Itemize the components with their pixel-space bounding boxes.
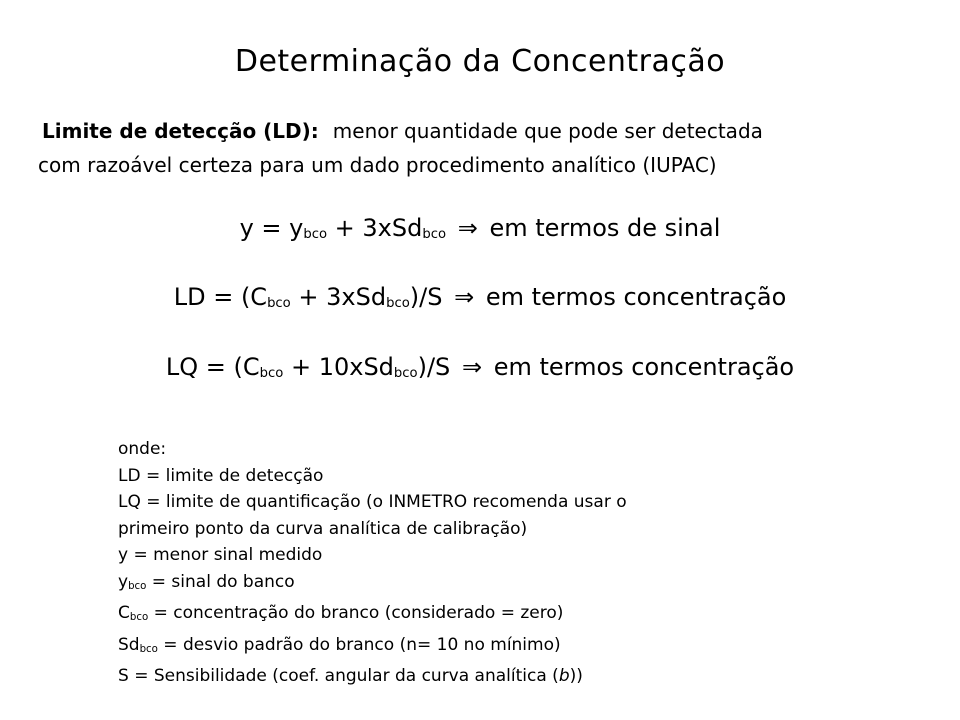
ybco-symbol: y [118,571,129,592]
sdbco-sub: bco [139,643,158,655]
eq3-desc: em termos concentração [493,353,795,381]
eq2-sub1: bco [267,295,291,311]
definition-line-1 [38,114,938,148]
definition-term: Limite de detecção (LD): [42,119,319,143]
eq2-desc: em termos concentração [485,283,787,311]
legend-ld: LD = limite de detecção [118,465,324,486]
eq2-close: )/S [409,283,443,311]
legend-lq-line-2: primeiro ponto da curva analítica de calibração) [118,518,528,539]
eq1-desc: em termos de sinal [489,214,721,242]
eq3-lhs: LQ = (C [165,353,260,381]
eq2-mid: + 3xSd [290,283,387,311]
equation-ld [0,283,960,311]
slide-title: Determinação da Concentração [234,44,726,79]
eq1-sub2: bco [422,226,447,242]
implies-arrow-icon: ⇒ [457,214,478,242]
implies-arrow-icon: ⇒ [454,283,475,311]
equation-lq [0,353,960,381]
legend-y: y = menor sinal medido [118,545,323,565]
legend-lq-line-1: LQ = limite de quantificação (o INMETRO recomenda usar o [118,492,627,512]
eq2-lhs: LD = (C [173,283,268,311]
cbco-text: = concentração do branco (considerado = zero) [148,603,564,624]
legend-block [118,436,838,690]
legend-sdbco [118,632,838,664]
eq1-mid: + 3xSd [327,214,423,242]
cbco-symbol: C [118,603,130,624]
eq3-sub1: bco [259,365,284,381]
sdbco-symbol: Sd [118,634,140,655]
eq1-lhs: y = y [239,214,304,242]
definition-text-1: menor quantidade que pode ser detectada [332,119,763,143]
eq3-close: )/S [417,353,451,381]
eq3-sub2: bco [393,365,418,381]
s-suffix: )) [569,666,583,687]
cbco-sub: bco [129,612,149,624]
ybco-text: = sinal do banco [146,571,295,592]
legend-ybco [118,569,838,601]
sdbco-text: = desvio padrão do branco (n= 10 no mínimo) [157,634,561,655]
s-prefix: S = Sensibilidade (coef. angular da curva analítica ( [118,666,559,687]
definition-line-2: com razoável certeza para um dado procedimento analítico (IUPAC) [38,153,717,177]
legend-s [118,663,838,690]
equation-signal [0,214,960,242]
s-italic-b: b [558,666,570,687]
implies-arrow-icon: ⇒ [461,353,483,381]
ybco-sub: bco [128,580,147,592]
legend-cbco [118,600,838,632]
definition-block [38,114,938,182]
legend-heading: onde: [118,439,167,459]
eq1-sub1: bco [303,226,328,242]
eq3-mid: + 10xSd [283,353,394,381]
eq2-sub2: bco [386,295,410,311]
